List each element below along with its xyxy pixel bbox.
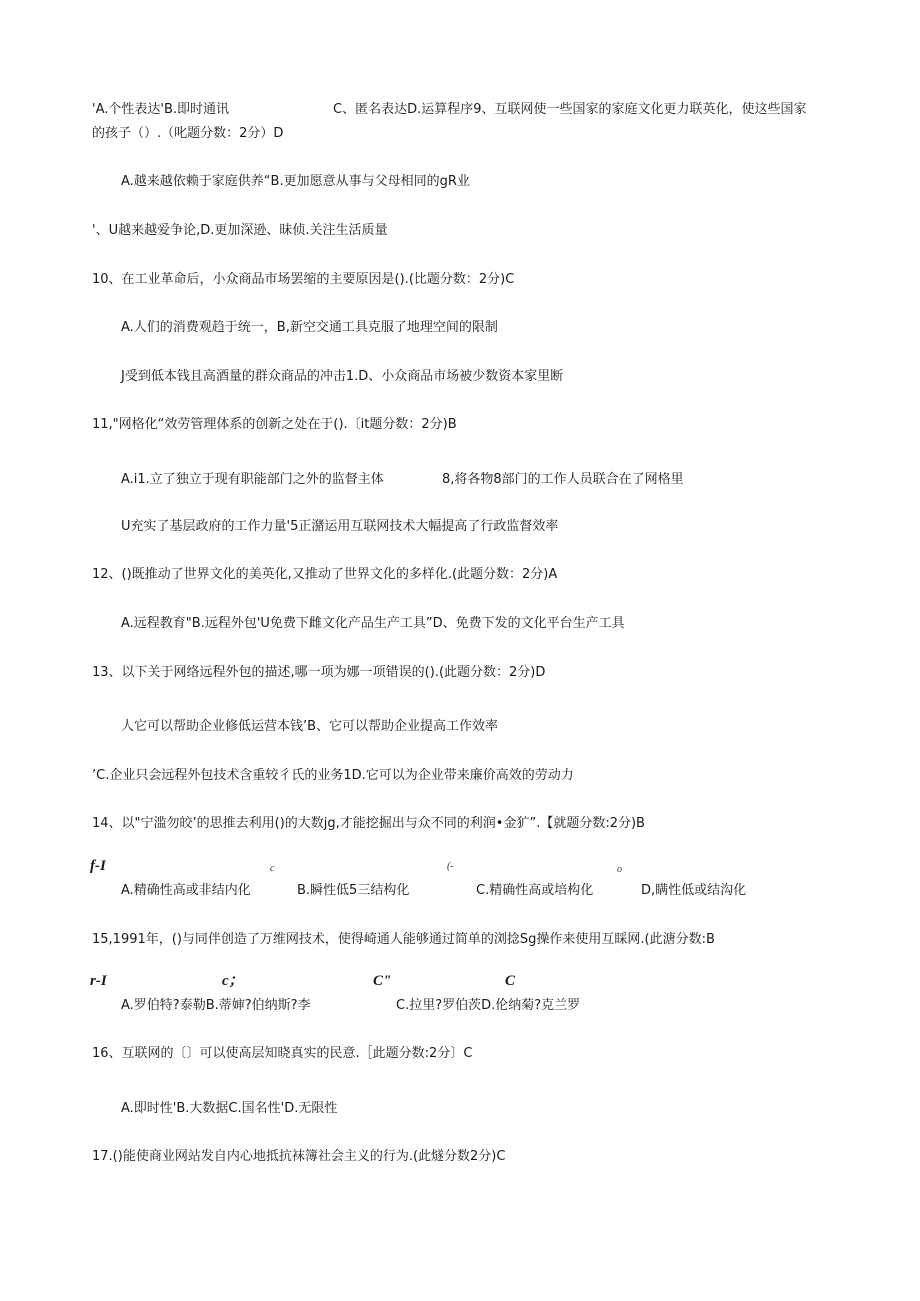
question-11: 11,"网格化“效劳管理体系的创新之处在于().〔it题分数：2分)B [92,417,457,432]
option-line: A.人们的消费观趋于统一，B,新空交通工具克服了地理空间的限制 [121,320,498,335]
option-line: 8,将各物8部门的工作人员联合在了网格里 [442,472,684,487]
option-ab: A.罗伯特?泰勒B.蒂婶?伯纳斯?李 [121,998,311,1013]
text-line: 的孩子（）.（叱题分数：2分）D [92,126,284,141]
text-line: C、匿名表达D.运算程序9、互联网使一些国家的家庭文化更力联英化，使这些国家 [333,102,807,117]
option-line: J受到低本钱且高酒量的群众商品的冲击1.D、小众商品市场被少数资本家里断 [121,369,564,384]
option-line: A.越来越依赖于家庭供养“B.更加愿意从事与父母相同的gR业 [121,174,470,189]
scan-mark: o [617,864,622,875]
option-line: 人它可以帮助企业修低运营本钱’B、它可以帮助企业提高工作效率 [121,719,499,734]
option-line: ’C.企业只会远程外包技术含重较彳氏的业务1D.它可以为企业带来廉价高效的劳动力 [92,768,574,783]
question-10: 10、在工业革命后，小众商品市场罢缩的主要原因是().(比题分数：2分)C [92,272,515,287]
scan-mark: r-I [90,973,107,989]
scan-mark: c； [222,973,244,989]
option-line: A.i1.立了独立于现有职能部门之外的监督主体 [121,472,384,487]
option-line: '、U越来越爱争论,D.更加深逊、昧侦.关注生活质量 [92,223,388,238]
scan-mark: C [505,973,516,989]
question-14: 14、以"宁滥勿皎’的思推去利用()的大数jg,才能挖掘出与众不同的利润•金犷”.【就题分数:2分)B [92,816,645,831]
scan-mark: c [270,863,275,874]
scan-mark: (- [447,861,454,872]
question-15: 15,1991年，()与同伴创造了万维网技术，使得崎通人能够通过简单的浏捻Sg操作来使用互睬网.(此溏分数:B [92,932,715,947]
question-13: 13、以下关于网络远程外包的描述,哪一项为娜一项错误的().(此题分数：2分)D [92,665,546,680]
scan-mark: f-I [90,858,106,874]
question-16: 16、互联网的〔〕可以使高层知晓真实的民意.［此题分数:2分〕C [92,1046,473,1061]
option-b: B.瞬性低5三结构化 [297,883,410,898]
option-line: A.远程教育"B.远程外包'U免费下雌文化产品生产工具”D、免费下发的文化平台生产工具 [121,616,625,631]
option-d: D,瞒性低或结沟化 [641,883,747,898]
option-line: A.即时性'B.大数据C.国名性'D.无限性 [121,1101,338,1116]
question-17: 17.()能使商业网站发自内心地抵抗袜簿社会主义的行为.(此燧分数2分)C [92,1149,506,1164]
scan-mark: C" [373,973,392,989]
option-a: A.精确性高或非结内化 [121,883,251,898]
text-line: 'A.个性表达'B.即时通讯 [92,102,229,117]
option-c: C.精确性高或培构化 [476,883,594,898]
question-12: 12、()既推动了世界文化的美英化,又推动了世界文化的多样化.(此题分数：2分)A [92,567,558,582]
option-cd: C.拉里?罗伯茨D.伦纳菊?克兰罗 [396,998,581,1013]
option-line: U充实了基层政府的工作力量'5正潴运用互联网技术大幅提高了行政监督效率 [121,519,559,534]
